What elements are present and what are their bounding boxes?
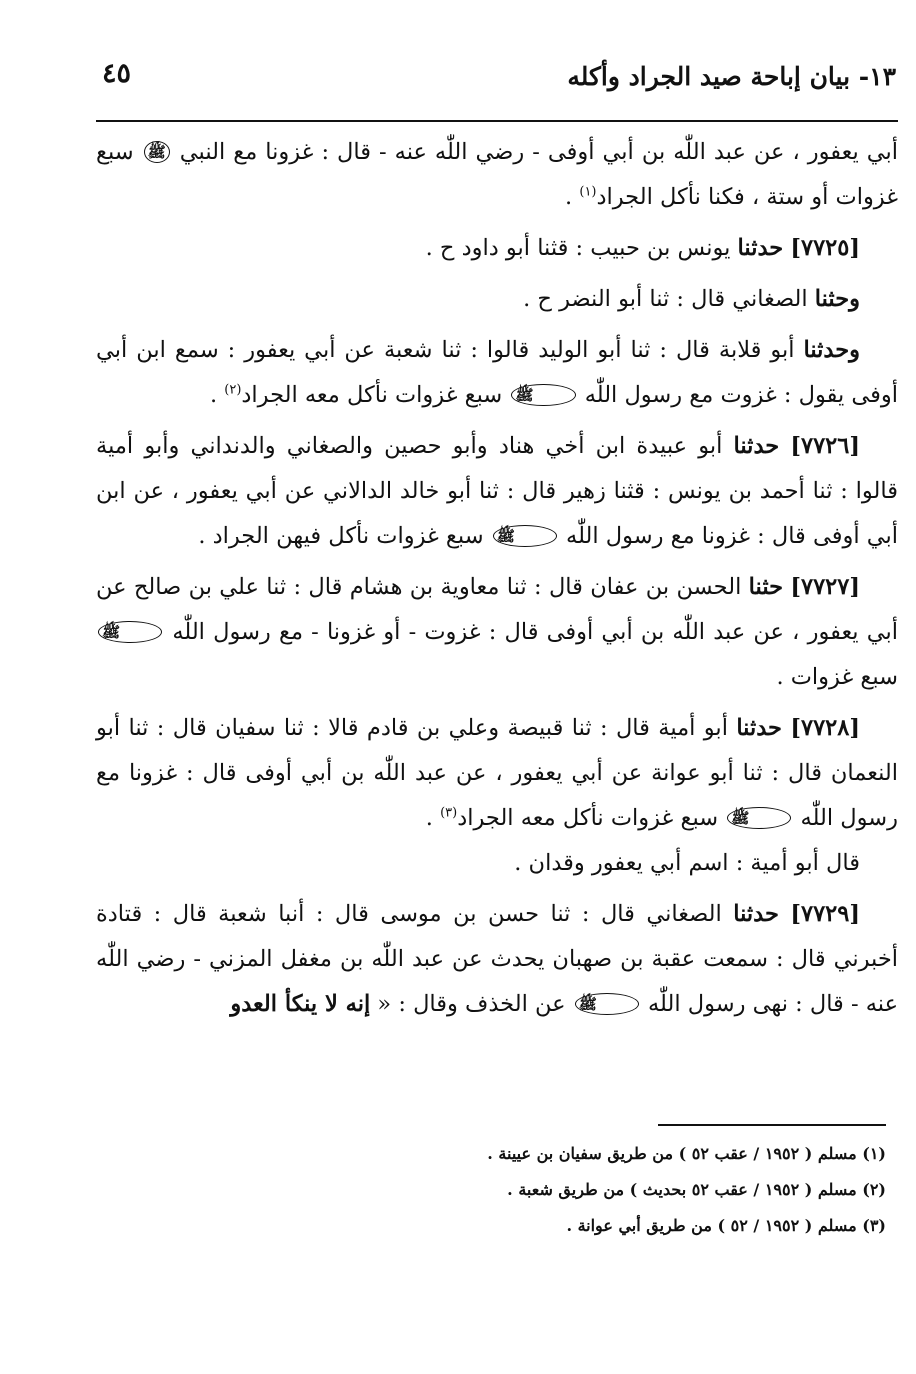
- sallallahu-alayhi-wasallam-glyph: ﷺ: [511, 384, 575, 406]
- paragraph-continuation: [96, 130, 898, 220]
- hadith-label: وحدثنا: [803, 337, 860, 363]
- hadith-label: وحثنا: [814, 286, 860, 312]
- hadith-label: حدثنا: [733, 433, 780, 459]
- chapter-title: ١٣- بيان إباحة صيد الجراد وأكله: [567, 62, 896, 91]
- hadith-label: حدثنا: [737, 235, 784, 261]
- hadith-number: [٧٧٢٧]: [790, 574, 861, 600]
- sallallahu-alayhi-wasallam-glyph: ﷺ: [144, 141, 170, 163]
- hadith-7729: [96, 892, 898, 1027]
- footnote-1: (١) مسلم ( ١٩٥٢ / عقب ٥٢ ) من طريق سفيان بن عيينة .: [487, 1144, 886, 1163]
- text: سبع غزوات نأكل معه الجراد: [241, 382, 503, 408]
- hadith-label: حثنا: [748, 574, 784, 600]
- hadith-7725: [96, 226, 898, 271]
- page-header: [96, 52, 896, 102]
- text: .: [565, 184, 580, 210]
- footnote-ref[interactable]: (١): [579, 184, 597, 200]
- body-text: [96, 130, 898, 1027]
- hadith-label: حدثنا: [736, 715, 782, 741]
- quoted-hadith-text: إنه لا ينكأ العدو: [230, 991, 371, 1017]
- text: الصغاني قال : ثنا أبو النضر ح .: [523, 286, 808, 312]
- text: سبع غزوات أو ستة ، فكنا نأكل الجراد: [96, 139, 898, 210]
- isnad-line: [96, 277, 898, 322]
- hadith-label: حدثنا: [733, 901, 779, 927]
- footnote-3: (٣) مسلم ( ١٩٥٢ / ٥٢ ) من طريق أبي عوانة .: [566, 1216, 886, 1235]
- text: سبع غزوات نأكل معه الجراد: [457, 805, 719, 831]
- text: .: [209, 382, 225, 408]
- hadith-number: [٧٧٢٦]: [790, 433, 860, 459]
- text: الصغاني قال : ثنا حسن بن موسى قال : أنبا شعبة قال : قتادة أخبرني قال : سمعت عقبة بن صهبان يحدث عن عبد اللّٰه بن مغفل المزني - رضي اللّٰه عنه - قال : نهى رسول اللّٰه: [96, 901, 898, 1017]
- text: أبي يعفور ، عن عبد اللّٰه بن أبي أوفى - رضي اللّٰه عنه - قال : غزونا مع النبي: [179, 139, 898, 165]
- hadith-7727: [96, 565, 898, 700]
- text: سبع غزوات نأكل فيهن الجراد .: [198, 523, 484, 549]
- hadith-number: [٧٧٢٥]: [790, 235, 860, 261]
- sallallahu-alayhi-wasallam-glyph: ﷺ: [727, 807, 791, 829]
- text: أبو قلابة قال : ثنا أبو الوليد قالوا : ثنا شعبة عن أبي يعفور : سمع ابن أبي أوفى يقول : غزوت مع رسول اللّٰه: [96, 337, 898, 408]
- sallallahu-alayhi-wasallam-glyph: ﷺ: [493, 525, 557, 547]
- hadith-7728: [96, 706, 898, 841]
- text: .: [425, 805, 441, 831]
- hadith-number: [٧٧٢٩]: [790, 901, 861, 927]
- note-line: [96, 841, 898, 886]
- sallallahu-alayhi-wasallam-glyph: ﷺ: [575, 993, 639, 1015]
- footnote-2: (٢) مسلم ( ١٩٥٢ / عقب ٥٢ بحديث ) من طريق شعبة .: [507, 1180, 886, 1199]
- hadith-number: [٧٧٢٨]: [790, 715, 860, 741]
- header-divider: [96, 120, 898, 122]
- text: أبو عبيدة ابن أخي هناد وأبو حصين والصغاني والدنداني وأبو أمية قالوا : ثنا أحمد بن يونس : قثنا زهير قال : ثنا أبو خالد الدالاني عن أبي يعفور ، عن ابن أبي أوفى قال : غزونا مع رسول اللّٰه: [96, 433, 898, 549]
- text: الحسن بن عفان قال : ثنا معاوية بن هشام قال : ثنا علي بن صالح عن أبي يعفور ، عن عبد اللّٰه بن أبي أوفى قال : غزوت - أو غزونا - مع رسول اللّٰه: [96, 574, 899, 645]
- page-number: ٤٥: [102, 58, 132, 89]
- text: سبع غزوات .: [776, 664, 898, 690]
- footnote-ref[interactable]: (٢): [224, 382, 242, 398]
- footnote-ref[interactable]: (٣): [440, 805, 458, 821]
- footnote-divider: [658, 1124, 886, 1126]
- text: يونس بن حبيب : قثنا أبو داود ح .: [425, 235, 731, 261]
- text: قال أبو أمية : اسم أبي يعفور وقدان .: [514, 850, 860, 876]
- hadith-7726: [96, 424, 898, 559]
- text: عن الخذف وقال : «: [377, 991, 566, 1017]
- text: أبو أمية قال : ثنا قبيصة وعلي بن قادم قالا : ثنا سفيان قال : ثنا أبو النعمان قال : ثنا أبو عوانة عن أبي يعفور ، عن عبد اللّٰه بن أبي أوفى قال : غزونا مع رسول اللّٰه: [96, 715, 898, 831]
- footnotes: [96, 1136, 886, 1244]
- isnad-line: [96, 328, 898, 418]
- sallallahu-alayhi-wasallam-glyph: ﷺ: [98, 621, 162, 643]
